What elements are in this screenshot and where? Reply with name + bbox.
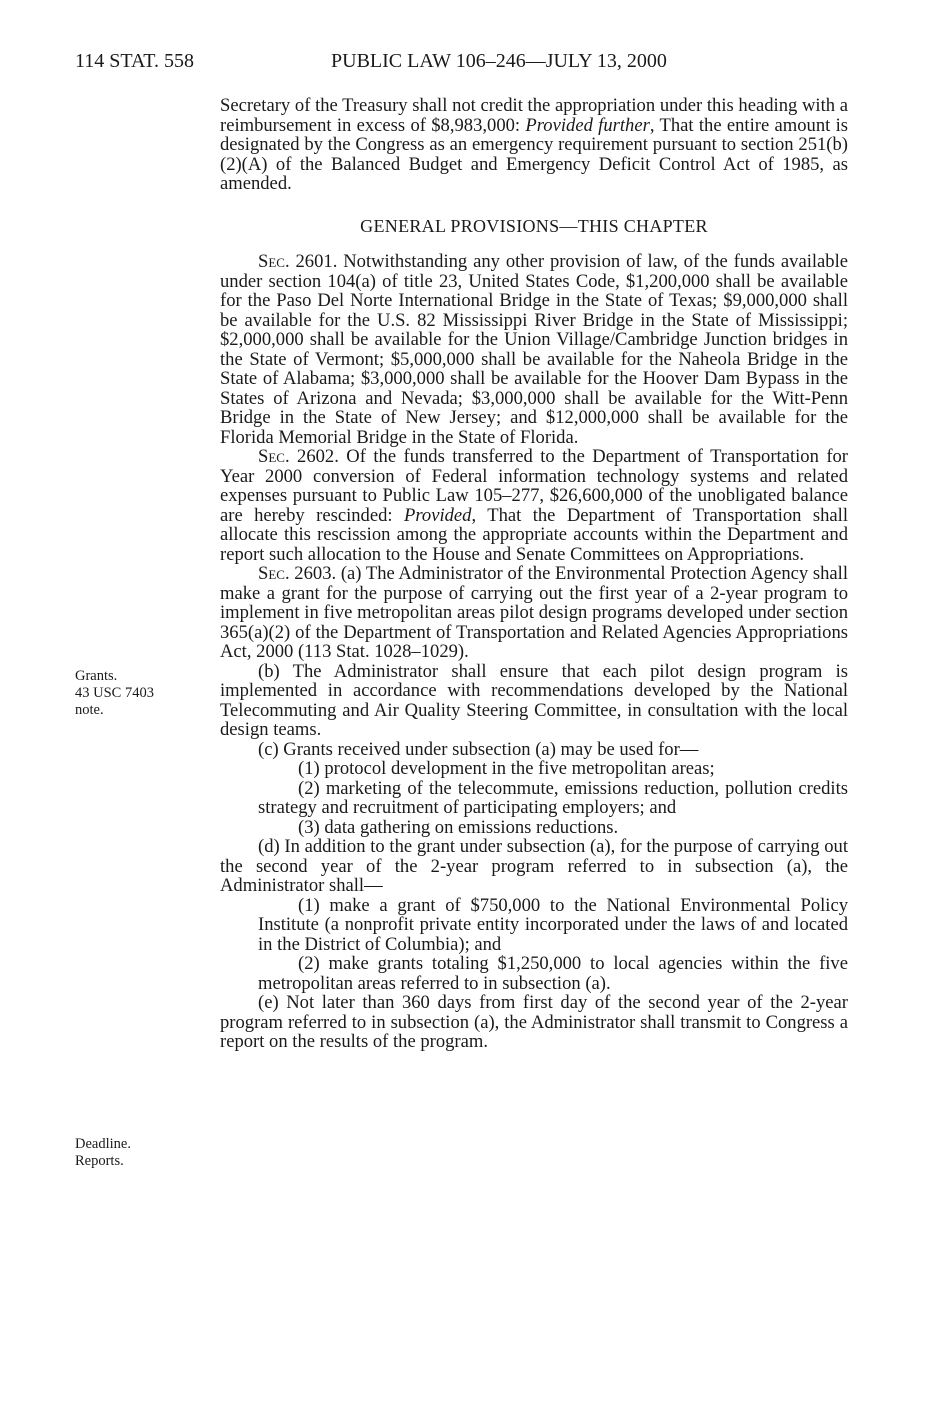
margin-note-line: Reports. bbox=[75, 1153, 124, 1169]
sec-2603-d1: (1) make a grant of $750,000 to the National Environmental Policy Institute (a nonprofit private entity incorporated under the laws of and located in the District of Columbia); and bbox=[258, 894, 848, 955]
margin-note-deadline bbox=[75, 1136, 131, 1170]
section-heading: GENERAL PROVISIONS—THIS CHAPTER bbox=[360, 215, 708, 236]
sec-2603-c2: (2) marketing of the telecommute, emissions reduction, pollution credits strategy and recruitment of participating employers; and bbox=[258, 777, 848, 818]
statute-page-number: 114 STAT. 558 bbox=[75, 50, 194, 72]
sec-2603-d2: (2) make grants totaling $1,250,000 to local agencies within the five metropolitan areas referred to in subsection (a). bbox=[258, 953, 848, 994]
section-label: Sec. 2603. bbox=[258, 563, 337, 584]
sec-2603-c3: (3) data gathering on emissions reductions. bbox=[298, 816, 619, 838]
section-label: Sec. 2602. bbox=[258, 446, 339, 467]
sec-2603-a: Sec. 2603. (a) The Administrator of the Environmental Protection Agency shall make a grant for the purpose of carrying out the first year of a 2-year program to implement in five metropolitan areas pilot design programs developed under section 365(a)(2) of the Department of Transportation and Related Agencies Appropriations Act, 2000 (113 Stat. 1028–1029). bbox=[220, 563, 848, 662]
section-label: Sec. 2601. bbox=[258, 251, 338, 272]
sec-2603-d: (d) In addition to the grant under subsection (a), for the purpose of carrying out the second year of the 2-year program referred to in subsection (a), the Administrator shall— bbox=[220, 836, 848, 896]
margin-note-grants bbox=[75, 668, 154, 719]
sec-2601: Sec. 2601. Notwithstanding any other provision of law, of the funds available under section 104(a) of title 23, United States Code, $1,200,000 shall be available for the Paso Del Norte International Bridge in the State of Texas; $9,000,000 shall be available for the U.S. 82 Mississippi River Bridge in the State of Mississippi; $2,000,000 shall be available for the Union Village/Cambridge Junction bridges in the State of Vermont; $5,000,000 shall be available for the Naheola Bridge in the State of Alabama; $3,000,000 shall be available for the Hoover Dam Bypass in the States of Arizona and Nevada; $3,000,000 shall be available for the Witt-Penn Bridge in the State of New Jersey; and $12,000,000 shall be available for the Florida Memorial Bridge in the State of Florida. bbox=[220, 251, 848, 448]
sec-2603-b: (b) The Administrator shall ensure that each pilot design program is implemented in accordance with recommendations developed by the National Telecommuting and Air Quality Steering Committee, in consultation with the local design teams. bbox=[220, 660, 848, 740]
intro-paragraph: Secretary of the Treasury shall not credit the appropriation under this heading with a reimbursement in excess of $8,983,000: Provided further, That the entire amount is designated by the Congress as an emergency requirement pursuant to section 251(b)(2)(A) of the Balanced Budget and Emergency Deficit Control Act of 1985, as amended. bbox=[220, 95, 848, 194]
public-law-title: PUBLIC LAW 106–246—JULY 13, 2000 bbox=[331, 50, 667, 72]
margin-note-line: note. bbox=[75, 702, 104, 718]
sec-2603-c1: (1) protocol development in the five metropolitan areas; bbox=[298, 758, 715, 779]
main-text bbox=[220, 96, 848, 1052]
sec-2603-c: (c) Grants received under subsection (a) may be used for— bbox=[258, 738, 699, 760]
margin-note-line: Grants. bbox=[75, 668, 118, 684]
sec-2603-e: (e) Not later than 360 days from first day of the second year of the 2-year program referred to in subsection (a), the Administrator shall transmit to Congress a report on the results of the program. bbox=[220, 992, 848, 1052]
margin-note-line: Deadline. bbox=[75, 1136, 131, 1152]
margin-note-line: 43 USC 7403 bbox=[75, 685, 154, 701]
sec-2602: Sec. 2602. Of the funds transferred to the Department of Transportation for Year 2000 conversion of Federal information technology systems and related expenses pursuant to Public Law 105–277, $26,600,000 of the unobligated balance are hereby rescinded: Provided, That the Department of Transportation shall allocate this rescission among the appropriate accounts within the Department and report such allocation to the House and Senate Committees on Appropriations. bbox=[220, 446, 849, 565]
